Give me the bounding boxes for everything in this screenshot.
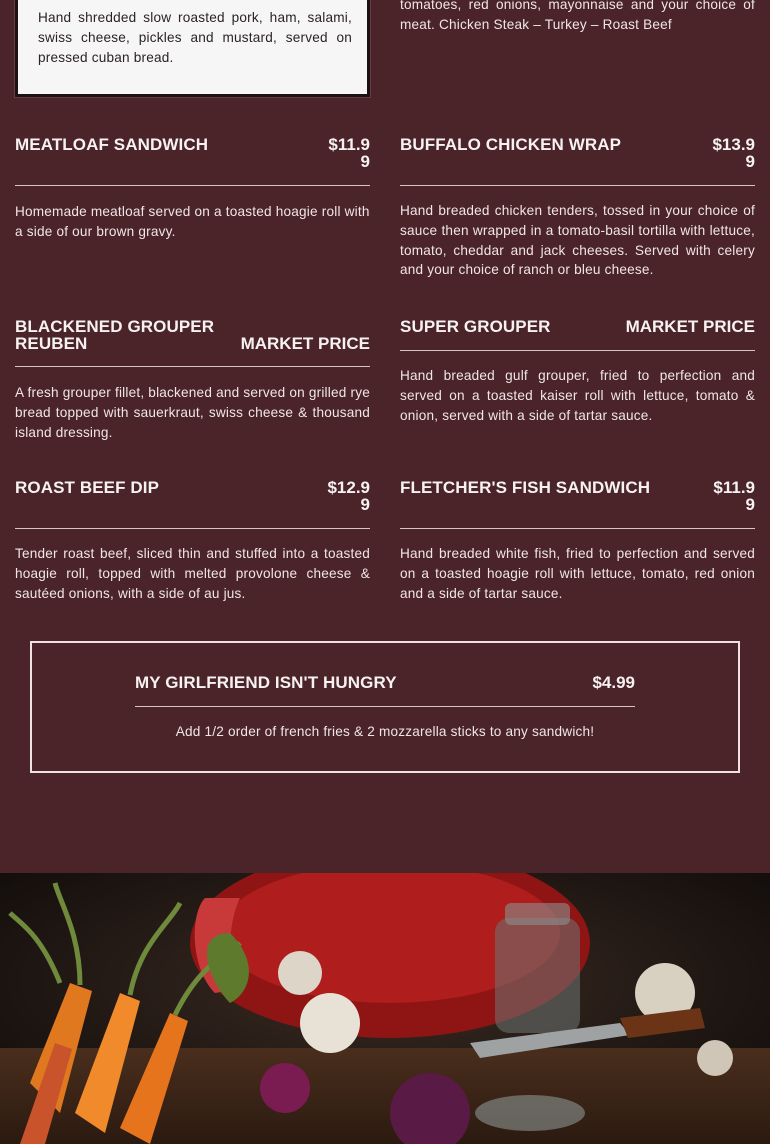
menu-item-price: $12.99 <box>327 478 370 514</box>
addon-price: $4.99 <box>592 673 635 692</box>
menu-item-name: SUPER GROUPER <box>400 317 551 336</box>
menu-item-name: BLACKENED GROUPER REUBEN <box>15 317 215 353</box>
menu-item-name: BUFFALO CHICKEN WRAP <box>400 135 622 154</box>
menu-item-name: FLETCHER'S FISH SANDWICH <box>400 478 651 497</box>
menu-item-description: A fresh grouper fillet, blackened and served on grilled rye bread topped with sauerkraut, swiss cheese & thousand island dressing. <box>15 385 370 440</box>
divider <box>400 185 755 186</box>
menu-item-name: MEATLOAF SANDWICH <box>15 135 209 154</box>
divider <box>15 528 370 529</box>
food-photo <box>0 873 770 1144</box>
menu-item-card <box>15 0 370 97</box>
divider <box>135 706 635 707</box>
menu-item-description: Tender roast beef, sliced thin and stuffed into a toasted hoagie roll, topped with melted provolone cheese & sautéed onions, with a side of au jus. <box>15 546 370 601</box>
divider <box>400 528 755 529</box>
divider <box>15 366 370 367</box>
menu-item-price: $11.99 <box>328 135 370 171</box>
menu-item-name: ROAST BEEF DIP <box>15 478 160 497</box>
divider <box>400 350 755 351</box>
menu-item-price: MARKET PRICE <box>240 334 370 353</box>
divider <box>15 185 370 186</box>
menu-item-description: Homemade meatloaf served on a toasted hoagie roll with a side of our brown gravy. <box>15 204 370 239</box>
menu-item-description: tomatoes, red onions, mayonnaise and your choice of meat. Chicken Steak – Turkey – Roast Beef <box>400 0 755 32</box>
addon-name: MY GIRLFRIEND ISN'T HUNGRY <box>135 673 397 692</box>
addon-box <box>30 641 740 773</box>
menu-item-description: Hand shredded slow roasted pork, ham, salami, swiss cheese, pickles and mustard, served on pressed cuban bread. <box>38 10 352 65</box>
addon-description: Add 1/2 order of french fries & 2 mozzarella sticks to any sandwich! <box>175 724 595 739</box>
menu-item-description: Hand breaded gulf grouper, fried to perfection and served on a toasted kaiser roll with lettuce, tomato & onion, served with a side of tartar sauce. <box>400 368 755 423</box>
food-photo-illustration <box>0 873 770 1144</box>
menu-item-description: Hand breaded white fish, fried to perfection and served on a toasted hoagie roll with lettuce, tomato, red onion and a side of tartar sauce. <box>400 546 755 601</box>
menu-item-description: Hand breaded chicken tenders, tossed in your choice of sauce then wrapped in a tomato-basil tortilla with lettuce, tomato, cheddar and jack cheeses. Served with celery and your choice of ranch or bleu cheese. <box>400 203 755 278</box>
menu-item-price: $11.99 <box>713 478 755 514</box>
menu-item-price: MARKET PRICE <box>625 317 755 336</box>
menu-item-price: $13.99 <box>712 135 755 171</box>
